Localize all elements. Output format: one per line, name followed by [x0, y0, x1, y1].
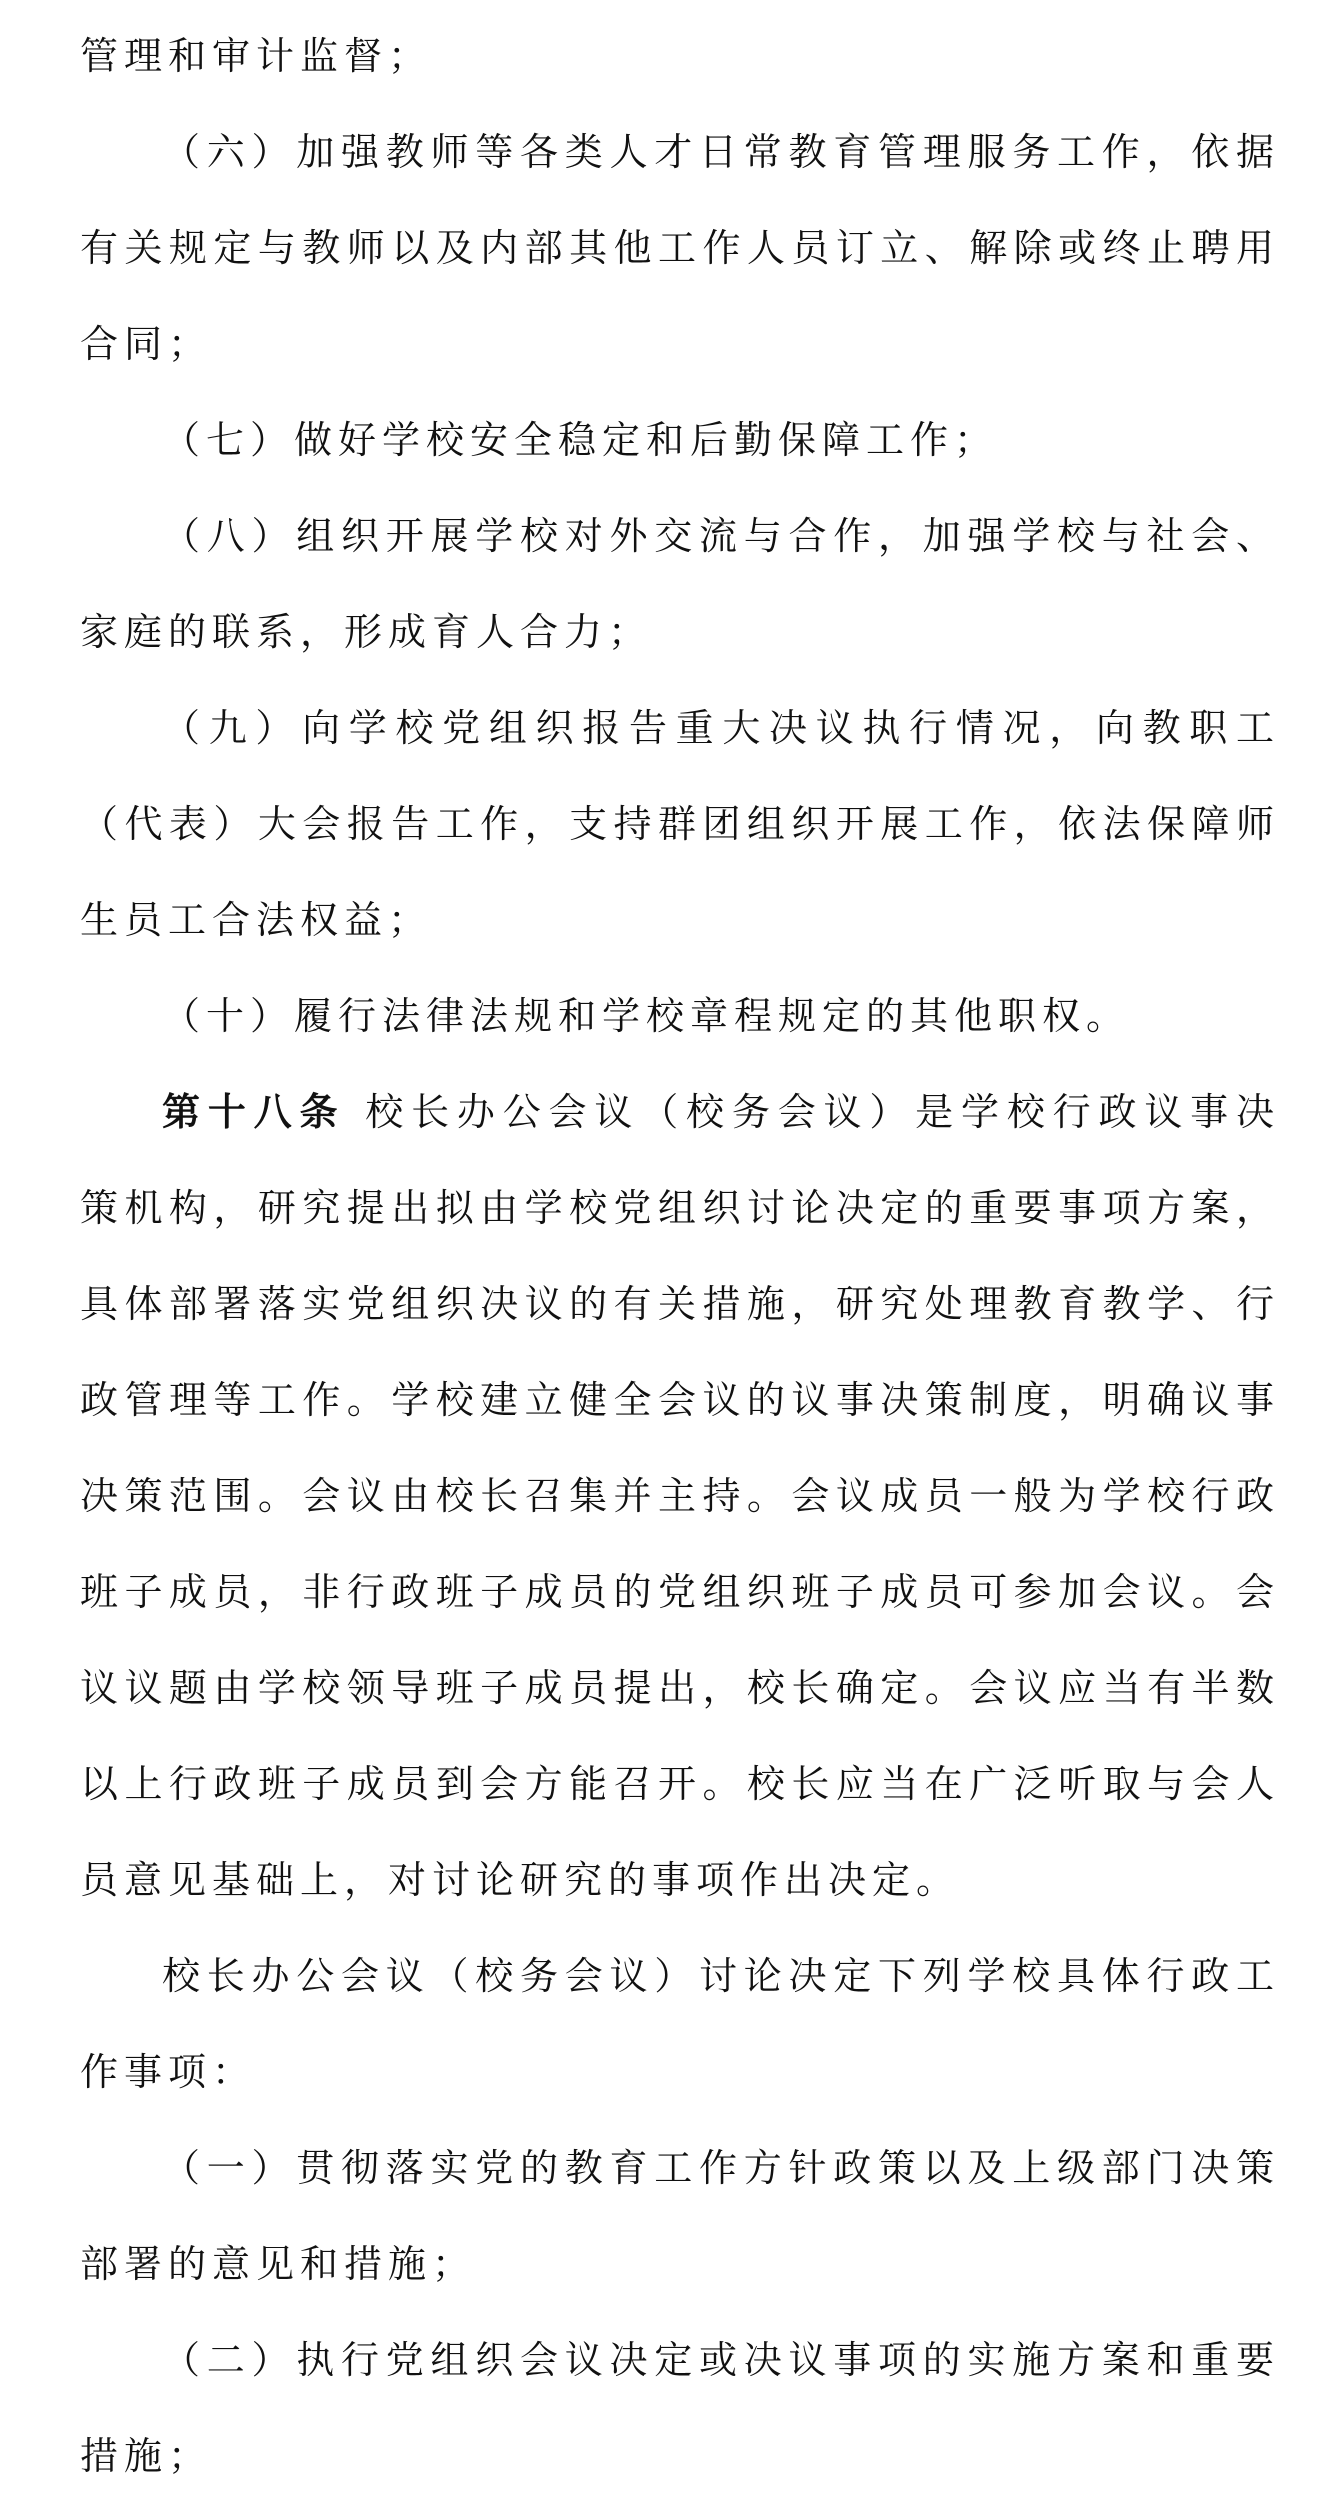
- paragraph-item-6: （六）加强教师等各类人才日常教育管理服务工作，依据有关规定与教师以及内部其他工作人员订立、解除或终止聘用合同；: [80, 130, 1280, 366]
- paragraph-item-10: （十）履行法律法规和学校章程规定的其他职权。: [162, 994, 1131, 1038]
- article-number: 第十八条: [162, 1090, 346, 1134]
- paragraph-item-2: （二）执行党组织会议决定或决议事项的实施方案和重要措施；: [80, 2338, 1280, 2478]
- paragraph-continuation: 管理和审计监督；: [80, 34, 433, 78]
- paragraph-item-1: （一）贯彻落实党的教育工作方针政策以及上级部门决策部署的意见和措施；: [80, 2146, 1280, 2286]
- matters-intro-paragraph: 校长办公会议（校务会议）讨论决定下列学校具体行政工作事项：: [80, 1954, 1280, 2094]
- article-text: 校长办公会议（校务会议）是学校行政议事决策机构，研究提出拟由学校党组织讨论决定的重要事项方案，具体部署落实党组织决议的有关措施，研究处理教育教学、行政管理等工作。学校建立健全会议的议事决策制度，明确议事决策范围。会议由校长召集并主持。会议成员一般为学校行政班子成员，非行政班子成员的党组织班子成员可参加会议。会议议题由学校领导班子成员提出，校长确定。会议应当有半数以上行政班子成员到会方能召开。校长应当在广泛听取与会人员意见基础上，对讨论研究的事项作出决定。: [80, 1090, 1280, 1902]
- paragraph-item-8: （八）组织开展学校对外交流与合作，加强学校与社会、家庭的联系，形成育人合力；: [80, 514, 1280, 654]
- article-18-paragraph: [80, 1064, 1280, 1928]
- paragraph-item-7: （七）做好学校安全稳定和后勤保障工作；: [162, 418, 999, 462]
- document-body: [80, 0, 1280, 2504]
- paragraph-item-9: （九）向学校党组织报告重大决议执行情况，向教职工（代表）大会报告工作，支持群团组织开展工作，依法保障师生员工合法权益；: [80, 706, 1280, 942]
